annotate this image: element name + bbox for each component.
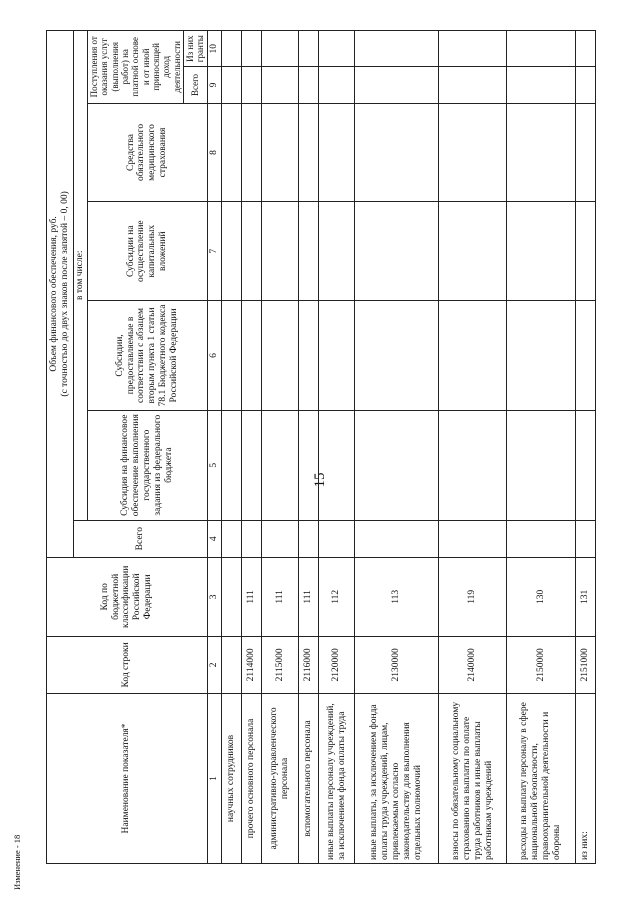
row-name: иные выплаты, за исключением фонда оплаты труда учреждений, лицам, привлекаемым согласно законодательству для выполнения отдельных полномочий bbox=[355, 693, 439, 863]
table-row bbox=[298, 31, 318, 864]
col-number: 6 bbox=[207, 301, 221, 411]
row-code bbox=[221, 636, 241, 693]
rotated-table-container bbox=[46, 30, 596, 864]
row-bcc: 112 bbox=[318, 557, 354, 636]
row-name: вспомогательного персонала bbox=[298, 693, 318, 863]
header-total: Всего bbox=[74, 520, 208, 557]
table-row bbox=[221, 31, 241, 864]
row-bcc: 131 bbox=[575, 557, 595, 636]
col-number: 5 bbox=[207, 410, 221, 520]
header-omi: Средства обязательного медицинского страхования bbox=[88, 103, 208, 202]
row-bcc: 113 bbox=[355, 557, 439, 636]
table-row bbox=[242, 31, 262, 864]
row-name: иные выплаты персоналу учреждений, за исключением фонда оплаты труда bbox=[318, 693, 354, 863]
table-row bbox=[318, 31, 354, 864]
row-code: 2150000 bbox=[507, 636, 575, 693]
header-paid-grants: Из них гранты bbox=[184, 31, 208, 67]
footer-note: Изменение - 18 bbox=[12, 834, 22, 890]
row-code: 2140000 bbox=[439, 636, 507, 693]
row-bcc bbox=[221, 557, 241, 636]
row-bcc: 111 bbox=[242, 557, 262, 636]
row-name: административно-управленческого персонала bbox=[262, 693, 298, 863]
row-name: расходы на выплату персоналу в сфере национальной безопасности, правоохранительной деятельности и обороны bbox=[507, 693, 575, 863]
table-row bbox=[507, 31, 575, 864]
row-code: 2120000 bbox=[318, 636, 354, 693]
col-number: 10 bbox=[207, 31, 221, 67]
header-row-code: Код строки bbox=[47, 636, 208, 693]
funding-note: (с точностью до двух знаков после запятой – 0, 00) bbox=[60, 191, 70, 397]
header-sub-state-task: Субсидия на финансовое обеспечение выполнения государственного задания из федерального бюджета bbox=[88, 410, 208, 520]
funding-table bbox=[46, 30, 596, 864]
page-number: 15 bbox=[311, 472, 328, 488]
row-bcc: 111 bbox=[298, 557, 318, 636]
row-code: 2151000 bbox=[575, 636, 595, 693]
row-bcc: 119 bbox=[439, 557, 507, 636]
header-sub-article-78: Субсидии, предоставляемые в соответствии с абзацем вторым пункта 1 статьи 78.1 Бюджетного кодекса Российской Федерации bbox=[88, 301, 208, 411]
row-code: 2116000 bbox=[298, 636, 318, 693]
row-code: 2115000 bbox=[262, 636, 298, 693]
table-row bbox=[262, 31, 298, 864]
row-bcc: 111 bbox=[262, 557, 298, 636]
col-number: 9 bbox=[207, 67, 221, 103]
row-name: из них: bbox=[575, 693, 595, 863]
col-number: 7 bbox=[207, 202, 221, 301]
col-number: 8 bbox=[207, 103, 221, 202]
table-row bbox=[439, 31, 507, 864]
col-number: 3 bbox=[207, 557, 221, 636]
row-bcc: 130 bbox=[507, 557, 575, 636]
header-paid-services: Поступления от оказания услуг (выполнения работ) на платной основе и от иной приносящей доход деятельности bbox=[88, 31, 184, 104]
table-row bbox=[355, 31, 439, 864]
header-funding bbox=[47, 31, 74, 558]
row-code: 2114000 bbox=[242, 636, 262, 693]
header-paid-total: Всего bbox=[184, 67, 208, 103]
column-numbers-row bbox=[207, 31, 221, 864]
row-name: прочего основного персонала bbox=[242, 693, 262, 863]
row-name: взносы по обязательному социальному страхованию на выплаты по оплате труда работников и иные выплаты работникам учреждений bbox=[439, 693, 507, 863]
header-budget-code: Код по бюджетной классификации Российской Федерации bbox=[47, 557, 208, 636]
header-including: в том числе: bbox=[74, 31, 88, 521]
header-sub-capital: Субсидии на осуществление капитальных вложений bbox=[88, 202, 208, 301]
col-number: 2 bbox=[207, 636, 221, 693]
header-name: Наименование показателя* bbox=[47, 693, 208, 863]
row-code: 2130000 bbox=[355, 636, 439, 693]
row-name: научных сотрудников bbox=[221, 693, 241, 863]
table-row bbox=[575, 31, 595, 864]
col-number: 4 bbox=[207, 520, 221, 557]
col-number: 1 bbox=[207, 693, 221, 863]
funding-title: Объем финансового обеспечения, руб. bbox=[49, 216, 60, 372]
